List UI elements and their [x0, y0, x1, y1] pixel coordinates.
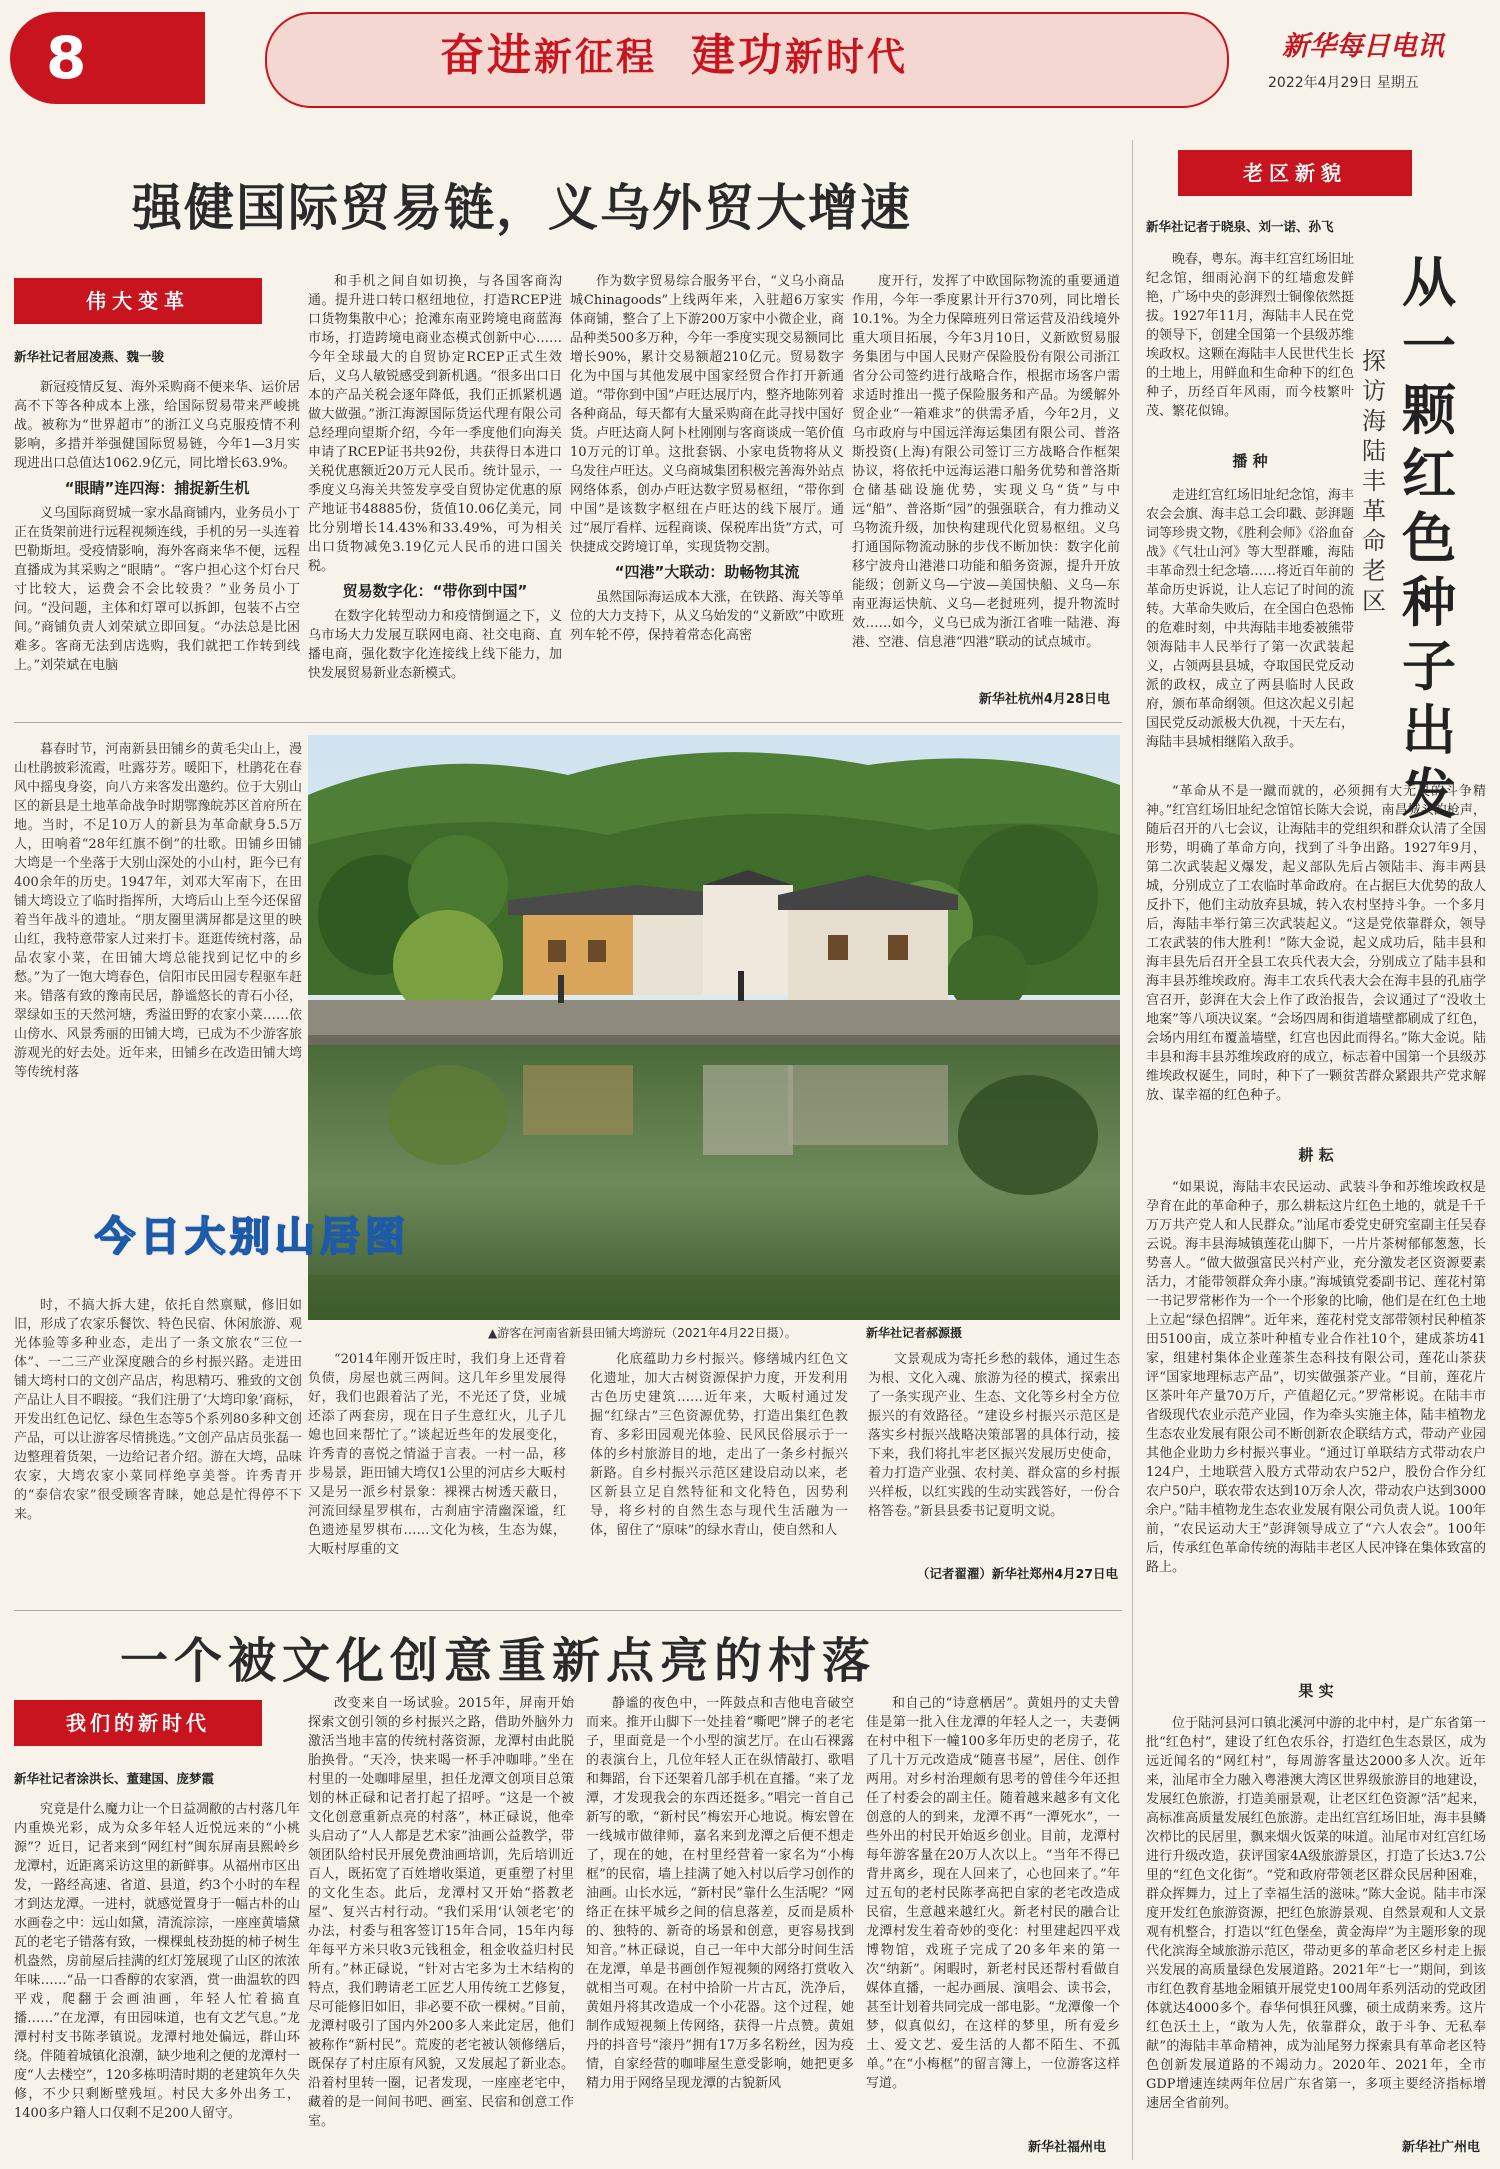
article1-title: 强健国际贸易链，义乌外贸大增速 — [132, 178, 912, 237]
article3-dateline: 新华社福州电 — [1027, 2140, 1106, 2155]
article2-col1-bottom: 时，不搞大拆大建，依托自然禀赋，修旧如旧，形成了农家乐餐饮、特色民宿、休闲旅游、观光体验等多种业态，走出了一条文旅农“三位一体”、一二三产业深度融合的乡村振兴路。走进田铺大塆村口的文创产品店，构思精巧、雅致的文创产品让人目不暇接。“我们注册了‘大塆印象’商标，开发出红色记忆、绿色生态等5个系列80多种文创产品，可以让游客尽情挑选。”文创产品店员张磊一边整理着货架，一边给记者介绍。游在大塆，品味农家，大塆农家小菜同样绝享美誉。许秀青开的“泰信农家”很受顾客青睐，她总是忙得停不下来。 — [14, 1298, 302, 1522]
article4-title: 从一颗红色种子出发 — [1402, 250, 1456, 826]
paper-logo: 新华每日电讯 — [1282, 31, 1444, 62]
article2-col3: 化底蕴助力乡村振兴。修缮城内红色文化遗址，加大古树资源保护力度，开发利用古色历史建筑……近年来，大畈村通过发掘“红绿古”三色资源优势，打造出集红色教育、多彩田园观光体验、民风民俗展示于一体的乡村旅游目的地，走出了一条乡村振兴新路。自乡村振兴示范区建设启动以来，老区新县立足自然特征和文化特色，因势利导，将乡村的自然生态与现代生活融为一体，留住了“原味”的绿水青山，使自然和人 — [590, 1352, 848, 1538]
article4-subhead-plow: 耕 耘 — [1298, 1146, 1334, 1164]
masthead — [0, 0, 1500, 110]
article4-intro: 晚春，粤东。海丰红宫红场旧址纪念馆，细雨沁润下的红墙愈发鲜艳，广场中央的彭湃烈士铜像依然挺拔。1927年11月，海陆丰人民在党的领导下，创建全国第一个县级苏维埃政权。这颗在海陆丰人民世代生长的土地上，用鲜血和生命种下的红色种子，历经百年风雨，而今枝繁叶茂、繁花似锦。 — [1146, 252, 1354, 419]
article1-dateline: 新华社杭州4月28日电 — [978, 692, 1110, 707]
article4-sow-part2: “革命从不是一蹴而就的，必须拥有大无畏的斗争精神。”红宫红场旧址纪念馆馆长陈大会说，南昌城头的枪声，随后召开的八七会议，让海陆丰的党组织和群众认清了全国形势，明确了革命方向，找到了斗争出路。1927年9月，第二次武装起义爆发，起义部队先后占领陆丰、海丰两县城，分别成立了工农临时革命政府。在占据巨大优势的敌人反扑下，他们主动放弃县城，转入农村坚持斗争。一个多月后，海陆丰举行第三次武装起义。“这是党依靠群众，领导工农武装的伟大胜利！”陈大金说，起义成功后，陆丰县和海丰县先后召开全县工农兵代表大会，分别成立了陆丰县和海丰县苏维埃政府。海丰工农兵代表大会在海丰县的孔庙学宫召开，彭湃在大会上作了政治报告，会议通过了“没收土地案”等八项决议案。“会场四周和街道墙壁都刷成了红色，会场内用红布覆盖墙壁，红宫也因此而得名。”陈大金说。陆丰县和海丰县苏维埃政府的成立，标志着中国第一个县级苏维埃政权诞生，同时，种下了一颗贫苦群众紧跟共产党求解放、谋幸福的红色种子。 — [1146, 784, 1486, 1103]
article4-fruit: 位于陆河县河口镇北溪河中游的北中村，是广东省第一批“红色村”，建设了红色农乐谷，打造红色生态景区，成为远近闻名的“网红村”，每周游客量达2000多人次。近年来，汕尾市全力融入粤港澳大湾区世界级旅游目的地建设，发展红色旅游，打造美丽景观，让老区红色资源“活”起来，高标准高质量发展红色旅游。走出红宫红场旧址，海丰县鳞次栉比的民居里，飘来烟火饭菜的味道。汕尾市对红宫红场进行升级改造，获评国家4A级旅游景区，打造了长达3.7公里的“红色文化街”。“党和政府带领老区群众民居种困难，群众挥舞力，过上了幸福生活的滋味。”陈大金说。陆丰市深度开发红色旅游资源，把红色旅游景观、自然景观和人文景观有机整合，打造以“红色堡垒，黄金海岸”为主题形象的现代化滨海全域旅游示范区，带动更多的革命老区乡村走上振兴发展的高质量绿色发展道路。2021年“七一”期间，到该市红色教育基地金厢镇开展党史100周年系列活动的党政团体就达4000多个。春华何惧狂风骤，硕土成荫来秀。这片红色沃土上，“敢为人先，依靠群众，敢于斗争、无私奉献”的海陆丰革命精神，成为汕尾努力探索具有革命老区特色创新发展道路的不竭动力。2020年、2021年，全市GDP增速连续两年位居广东省第一，多项主要经济指标增速居全省前列。 — [1146, 1716, 1486, 2111]
divider-a2-a3 — [14, 1610, 1122, 1611]
village-photo — [308, 735, 1120, 1320]
article3-col4: 和自己的“诗意栖居”。黄姐丹的丈夫曾佳是第一批入住龙潭的年轻人之一，夫妻俩在村中租下一幢100多年历史的老房子，花了几十万元改造成“随喜书屋”，居住、创作两用。对乡村治理颇有思考的曾佳今年还担任了村委会的副主任。随着越来越多有文化创意的人的到来，龙潭不再“一潭死水”，一些外出的村民开始返乡创业。目前，龙潭村每年游客量在20万人次以上。“当年不得已背井离乡，现在人回来了，心也回来了。”年过五旬的老村民陈孝高把自家的老宅改造成民宿，生意越来越红火。新老村民的融合让龙潭村发生着奇妙的变化：村里建起四平戏博物馆，戏班子完成了20多年来的第一次“纳新”。闲暇时，新老村民还帮村看做自媒体直播，一起办画展、演唱会、读书会，甚至计划着共同完成一部电影。“龙潭像一个梦，似真似幻，在这样的梦里，所有爱乡土、爱文艺、爱生活的人都不陌生、不孤单。”在“小梅框”的留言簿上，一位游客这样写道。 — [866, 1696, 1120, 2091]
article1-col4: 度开行，发挥了中欧国际物流的重要通道作用，今年一季度累计开行370列，同比增长10.1%。为全力保障班列日常运营及沿线境外重大项目拓展，今年3月10日，义新欧贸易服务集团与中国人民财产保险股份有限公司浙江省分公司签约进行战略合作，根据市场客户需求适时推出一揽子保险服务和产品。为缓解外贸企业“一箱难求”的供需矛盾，今年2月，义乌市政府与中国远洋海运集团有限公司、普洛斯投资(上海)有限公司签订三方战略合作框架协议，将依托中远海运港口船务优势和普洛斯仓储基础设施优势，实现义乌“货”与中远“船”、普洛斯“园”的强强联合，有力推动义乌物流升级，加快构建现代化贸易枢纽。义乌打通国际物流动脉的步伐不断加快：数字化前移宁波舟山港港口功能和船务资源，提升开放能级；创新义乌—宁波—美国快船、义乌—东南亚海运快航、义乌—老挝班列，提升物流时效……如今，义乌已成为浙江省唯一陆港、海港、空港、信息港“四港”联动的试点城市。 — [852, 274, 1120, 650]
article4-byline: 新华社记者于晓泉、刘一诺、孙飞 — [1146, 219, 1334, 234]
section-tag-new-era: 我们的新时代 — [14, 1700, 262, 1746]
article1-byline: 新华社记者屈凌燕、魏一骏 — [14, 349, 165, 364]
village-photo-illustration — [308, 735, 1120, 1320]
article2-dateline: （记者翟濯）新华社郑州4月27日电 — [916, 1566, 1118, 1581]
right-column-divider — [1132, 140, 1133, 2160]
photo-credit: 新华社记者郝源摄 — [866, 1326, 963, 1340]
article3-title: 一个被文化创意重新点亮的村落 — [120, 1633, 877, 1689]
article4-subtitle: 探访海陆丰革命老区 — [1362, 347, 1386, 615]
article4-sow-part1: 走进红宫红场旧址纪念馆，海丰农会会旗、海丰总工会印戳、彭湃题词等珍贵文物，《胜利会师》《浴血奋战》《气壮山河》等大型群雕，海陆丰革命烈士纪念墙……将近百年前的革命历史诉说，让人忘记了时间的流转。大革命失败后，在全国白色恐怖的危难时刻，中共海陆丰地委被熊带领海陆丰人民举行了第一次武装起义，占领两县县城，夺取国民党反动派的政权，成立了两县临时人民政府，颁布革命纲领。但这次起义引起国民党反动派极大仇视，十天左右，海陆丰县城相继陷入敌手。 — [1146, 488, 1354, 750]
article1-subhead-3: “四港”大联动：助畅物其流 — [614, 563, 800, 581]
article1-col3: 作为数字贸易综合服务平台，“义乌小商品城Chinagoods”上线两年来，入驻超6万家实体商铺，整合了上下游200万家中小微企业，商品种类500多万种，今年一季度实现交易额同比增长90%，累计交易额超210亿元。贸易数字化为中国与其他发展中国家经贸合作打开新通道。“带你到中国”卢旺达展厅内，整齐地陈列着各种商品，每天都有大量采购商在此寻找中国好货。卢旺达商人阿卜杜刚刚与客商谈成一笔价值10万元的订单。这批套锅、小家电货物将从义乌发往卢旺达。义乌商城集团积极完善海外站点网络体系，创办卢旺达数字贸易枢纽，“带你到中国”是该数字枢纽在卢旺达的线下展厅。通过“展厅看样、远程商谈、保税库出货”方式，可快捷成交跨境订单，实现货物交割。 “四港”大联动：助畅物其流 虽然国际海运成本大涨，在铁路、海关等单位的大力支持下，从义乌始发的“义新欧”中欧班列车轮不停，保持着常态化高密 — [570, 274, 844, 643]
article4-plow: “如果说，海陆丰农民运动、武装斗争和苏维埃政权是孕育在此的革命种子，那么耕耘这片红色土地的，就是千千万万共产党人和人民群众。”汕尾市委党史研究室副主任吴春云说。海丰县海城镇莲花山脚下，一片片茶树郁郁葱葱，长势喜人。“做大做强富民兴村产业，充分激发老区资源要素活力，才能带领群众奔小康。”海城镇党委副书记、莲花村第一书记罗常彬作为一个一个形象的比喻，他们是在红色土地上立起“绿色招牌”。近年来，莲花村党支部带领村民种植茶田5100亩，成立茶叶种植专业合作社10个，建成茶坊41家，组建村集体企业莲茶生态科技有限公司，莲花山茶获评“国家地理标志产品”，切实做强茶产业。“目前，莲花片区茶叶年产量70万斤，产值超亿元。”罗常彬说。在陆丰市省级现代农业示范产业园，作为牵头实施主体，陆丰植物龙生态农业发展有限公司不断创新农企联结方式，带动产业园其他企业助力乡村振兴事业。“通过订单联结方式带动农户124户，土地联营入股方式带动农户52户，股份合作分红农户50户，联农带农达到10万余人次，带动农户达到3000余户。”陆丰植物龙生态农业发展有限公司负责人说。100年前，“农民运动大王”彭湃领导成立了“六人农会”。100年后，传承红色革命传统的海陆丰老区人民冲锋在集体致富的路上。 — [1146, 1180, 1486, 1575]
issue-date: 2022年4月29日 星期五 — [1268, 75, 1419, 91]
section-tag-great-change: 伟大变革 — [14, 278, 262, 324]
article1-subhead-2: 贸易数字化：“带你到中国” — [342, 582, 528, 600]
article2-col2: “2014年刚开饭庄时，我们身上还背着负债，房屋也就三两间。这几年乡里发展得好，我们也跟着沾了光，不光还了贷，业城还添了两套房，现在日子生意红火，儿子儿媳也回来帮忙了。”谈起近些年的发展变化，许秀青的喜悦之情溢于言表。一村一品，移步易景，距田铺大塆仅1公里的河店乡大畈村又是另一派乡村景象：裸裸古树透天蔽日，河流回绿星罗棋布，古刹庙宇清幽深谧，红色遗迹星罗棋布……文化为核，生态为媒，大畈村厚重的文 — [308, 1352, 566, 1557]
photo-title: 今日大别山居图 — [95, 1214, 410, 1260]
article3-col3: 静谧的夜色中，一阵鼓点和吉他电音破空而来。推开山脚下一处挂着“嘶吧”牌子的老宅子，里面竟是一个小型的演艺厅。在山石裸露的表演台上，几位年轻人正在纵情敲打、歌唱和舞蹈，台下还架着几部手机在直播。“来了龙潭，才发现我会的东西还挺多。”唱完一首自己新写的歌，“新村民”梅宏开心地说。梅宏曾在一线城市做律师，嘉名来到龙潭之后便不想走了，现在的她，在村里经营着一家名为“小梅框”的民宿，墙上挂满了她入村以后学习创作的油画。山长水远，“新村民”靠什么生活呢？“网络正在抹平城乡之间的信息落差，反而是质朴的、独特的、新奇的场景和创意，更容易找到知音。”林正碌说，自己一年中大部分时间生活在龙潭，单是书画创作短视频的网络打赏收入就相当可观。在村中拾阶一片古瓦，洗净后，黄姐丹将其改造成一个小花器。这个过程，她制作成短视频上传网络，获得一片点赞。黄姐丹的抖音号“滚丹”拥有17万多名粉丝，因为疫情，自家经营的咖啡屋生意受影响，她把更多精力用于网络呈现龙潭的古貌新风 — [586, 1696, 854, 2091]
slogan: 奋进新征程 建功新时代 — [440, 30, 909, 81]
article3-col1: 究竟是什么魔力让一个日益凋敝的古村落几年内重焕光彩，成为众多年轻人近悦远来的“小桃源”？近日，记者来到“网红村”闽东屏南县熙岭乡龙潭村，近距离采访这里的新鲜事。从福州市区出发，一路经高速、省道、县道，约3个小时的车程才到达龙潭。一进村，就感觉置身于一幅古朴的山水画卷之中：远山如黛，清流淙淙，一座座黄墙黛瓦的老宅子错落有致，一棵棵虬枝劲挺的柿子树生机盎然，房前屋后挂满的红灯笼展现了山区的浓浓年味……“品一口香醇的农家酒，赏一曲温软的四平戏，爬翻于会画油画，年轻人忙着搞直播……”在龙潭，有田园味道，也有文艺气息。”龙潭村村支书陈孝镇说。龙潭村地处偏远，群山环绕。伴随着城镇化浪潮，缺少地利之便的龙潭村一度“人去楼空”，120多栋明清时期的老建筑年久失修，不少只剩断壁残垣。村民大多外出务工，1400多户籍人口仅剩不足200人留守。 — [14, 1802, 300, 2121]
article2-col1-top: 暮春时节，河南新县田铺乡的黄毛尖山上，漫山杜鹃披彩流霞，吐露芬芳。暖阳下，杜鹃花在春风中摇曳身姿，向八方来客发出邀约。位于大别山区的新县是土地革命战争时期鄂豫皖苏区首府所在地。当时，不足10万人的新县为革命献身5.5万人，田响着“28年红旗不倒”的壮歌。田铺乡田铺大塆是一个坐落于大别山深处的小山村，距今已有400余年的历史。1947年，刘邓大军南下，在田铺大塆设立了临时指挥所，大塆后山上至今还保留着当年战斗的遗址。“朋友圈里满屏都是这里的映山红，我特意带家人过来打卡。逛逛传统村落，品品农家小菜，在田铺大塆总能找到记忆中的乡愁。”为了一饱大塆春色，信阳市民田园专程驱车赶来。错落有致的豫南民居，静谧悠长的青石小径，翠绿如玉的天然河塘，秀溢田野的农家小菜……依山傍水、风景秀丽的田铺大塆，已成为不少游客旅游观光的好去处。近年来，田铺乡在改造田铺大塆等传统村落 — [14, 742, 302, 1080]
article1-col2: 和手机之间自如切换，与各国客商沟通。提升进口转口枢纽地位，打造RCEP进口货物集散中心；抢滩东南亚跨境电商蓝海市场，打造跨境电商业态模式创新中心……今年全球最大的自贸协定RCEP正式生效后，义乌人敏锐感受到新机遇。“很多出口日本的产品关税会逐年降低，我们正抓紧机遇做大做强。”浙江海源国际货运代理有限公司总经理向望斯介绍，今年一季度他们向海关申请了RCEP证书共92份，共获得日本进口关税优惠额近20万元人民币。统计显示，一季度义乌海关共签发享受自贸协定优惠的原产地证书48885份，货值10.06亿美元，同比分别增长14.43%和33.49%，可为相关出口货物减免3.19亿元人民币的进口国关税。 贸易数字化：“带你到中国” 在数字化转型动力和疫情倒逼之下，义乌市场大力发展互联网电商、社交电商、直播电商，强化数字化连接线上线下能力，加快发展贸易新业态新模式。 — [308, 274, 562, 681]
article1-subhead-1: “眼睛”连四海：捕捉新生机 — [64, 479, 250, 497]
article1-col1: 新冠疫情反复、海外采购商不便来华、运价居高不下等各种成本上涨，给国际贸易带来严峻挑战。被称为“世界超市”的浙江义乌克服疫情不利影响，多措并举强健国际贸易链，今年1—3月实现进出口总值达1062.9亿元，同比增长63.9%。 “眼睛”连四海：捕捉新生机 义乌国际商贸城一家水晶商铺内，业务员小丁正在货架前进行远程视频连线，手机的另一头连着巴勒斯坦。受疫情影响，海外客商来华不便，远程直播成为其采购之“眼睛”。“客户担心这个灯台尺寸比较大，运费会不会比较贵？”业务员小丁问。“没问题，主体和灯罩可以拆卸，包装不占空间。”商铺负责人刘荣斌立即回复。“办法总是比困难多。客商无法到店选购，我们就把工作转到线上。”刘荣斌在电脑 — [14, 380, 300, 673]
page-number: 8 — [46, 24, 87, 92]
article2-col4: 文景观成为寄托乡愁的载体，通过生态为根、文化入魂、旅游为径的模式，探索出了一条实现产业、生态、文化等乡村全方位振兴的有效路径。“建设乡村振兴示范区是落实乡村振兴战略决策部署的具体行动，接下来，我们将扎牢老区振兴发展历史使命，着力打造产业强、农村美、群众富的乡村振兴样板，以红实践的生动实践答好，一份合格答卷。”新县县委书记夏明文说。 — [868, 1352, 1120, 1519]
photo-caption: ▲游客在河南省新县田铺大塆游玩（2021年4月22日摄）。 — [488, 1326, 797, 1340]
article3-col2: 改变来自一场试验。2015年，屏南开始探索文创引领的乡村振兴之路，借助外脑外力激活当地丰富的传统村落资源，龙潭村由此脱胎换骨。“天冷，快来喝一杯手冲咖啡。”坐在村里的一处咖啡屋里，担任龙潭文创项目总策划的林正碌和记者打起了招呼。“这是一个被文化创意重新点亮的村落”，林正碌说，他牵头启动了“人人都是艺术家”油画公益教学，带领团队给村民开展免费油画培训，先后培训近百人，既拓宽了百姓增收渠道，更重塑了村里的文化生态。此后，龙潭村又开始“搭教老屋”、复兴古村行动。“我们采用‘认领老宅’的办法，村委与租客签订15年合同，15年内每年每平方米只收3元钱租金，租金收益归村民所有。”林正碌说，“针对古宅多为土木结构的特点，我们聘请老工匠艺人用传统工艺修复，尽可能修旧如旧，非必要不砍一棵树。”目前，龙潭村吸引了国内外200多人来此定居，他们被称作“新村民”。荒废的老宅被认领修缮后，既保存了村庄原有风貌，又发展起了新业态。沿着村里转一圈，记者发现，一座座老宅中，藏着的是一间间书吧、画室、民宿和创意工作室。 — [308, 1696, 574, 2129]
article4-subhead-fruit: 果 实 — [1298, 1682, 1334, 1700]
article3-byline: 新华社记者涂洪长、董建国、庞梦霞 — [14, 1771, 215, 1786]
article4-subhead-sow: 播 种 — [1232, 452, 1268, 470]
page-number-box — [10, 12, 205, 104]
section-tag-old-area: 老区新貌 — [1178, 150, 1412, 196]
article4-dateline: 新华社广州电 — [1401, 2140, 1480, 2155]
divider-a1-a2 — [14, 722, 1122, 723]
